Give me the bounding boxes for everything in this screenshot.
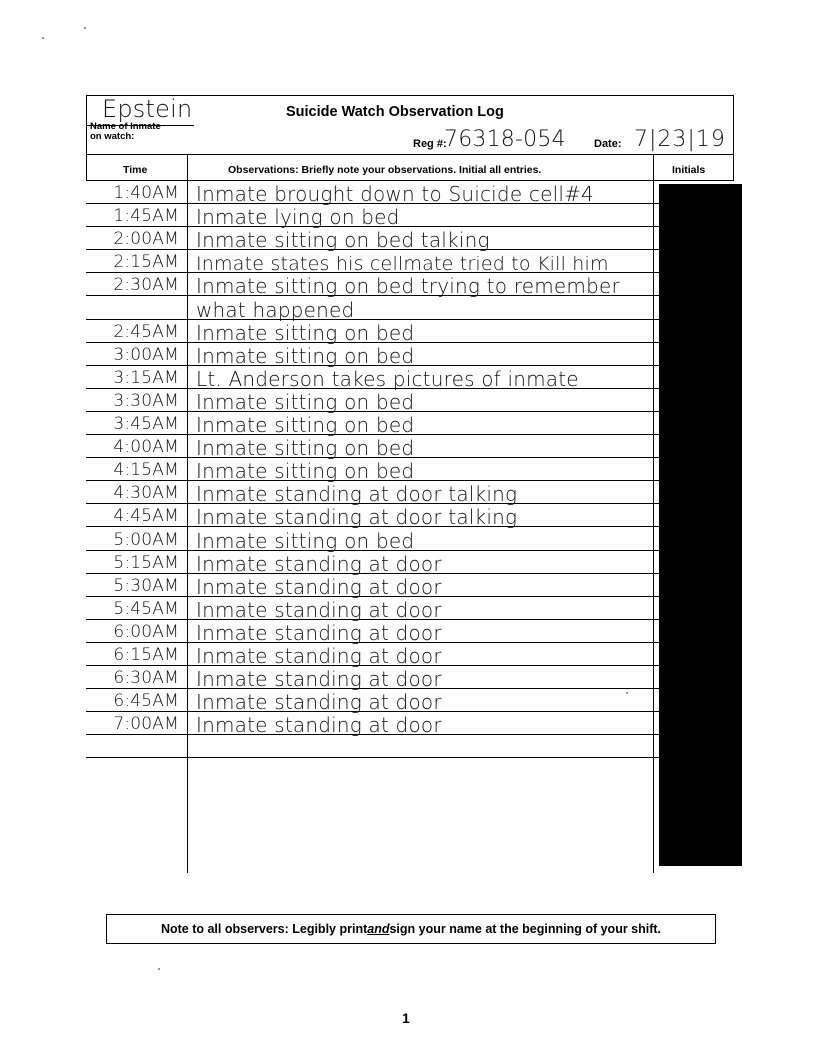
entry-observation: Inmate sitting on bed [196,528,415,553]
entry-time: 3:15AM [113,367,179,388]
log-row [86,250,734,276]
entry-observation: Inmate standing at door [196,713,442,738]
log-row [86,435,734,461]
entry-observation: Inmate standing at door [196,667,442,692]
scan-speck [84,27,86,29]
log-row [86,343,734,366]
log-row [86,204,734,230]
log-row [86,389,734,412]
row-rule [86,757,734,758]
date-label: Date: [594,138,622,150]
column-header-observations: Observations: Briefly note your observations. Initial all entries. [228,164,542,176]
entry-time: 5:15AM [113,552,179,573]
log-row [86,320,734,343]
entry-time: 2:30AM [113,275,179,296]
entry-observation: Inmate sitting on bed talking [196,228,490,253]
entry-time: 5:45AM [113,598,179,619]
entry-time: 4:00AM [113,437,179,458]
entry-observation: Inmate sitting on bed [196,389,415,414]
entry-observation: Inmate sitting on bed [196,343,415,368]
reg-number-value: 76318-054 [444,127,566,152]
scan-speck [158,968,160,970]
entry-time: 5:30AM [113,575,179,596]
entry-time: 5:00AM [113,529,179,550]
entry-observation: Inmate standing at door talking [196,482,518,507]
initials-redaction-block [659,184,742,866]
entry-time: 7:00AM [113,714,179,735]
entry-time: 2:00AM [113,229,179,250]
note-text-prefix: Note to all observers: Legibly print [160,922,368,936]
log-row [86,666,734,692]
scan-speck [42,37,44,39]
scan-speck [626,692,628,694]
entry-time: 1:45AM [113,206,179,227]
entry-observation: Inmate standing at door [196,644,442,669]
observer-note [106,914,716,944]
entry-observation: Inmate sitting on bed [196,459,415,484]
log-row [86,412,734,438]
entry-observation: Lt. Anderson takes pictures of inmate [196,366,579,391]
entry-observation: Inmate standing at door [196,597,442,622]
log-row [86,504,734,530]
note-emphasis: and [367,922,390,936]
entry-time: 2:15AM [113,252,179,273]
log-row [86,273,734,299]
log-row [86,574,734,597]
log-row [86,712,734,738]
log-row [86,735,734,758]
entry-observation: what happened [196,297,355,322]
entry-observation: Inmate standing at door [196,620,442,645]
date-value: 7|23|19 [634,127,726,152]
entry-time: 4:45AM [113,506,179,527]
log-row [86,366,734,389]
log-row [86,689,734,715]
entry-time: 6:30AM [113,668,179,689]
note-text-suffix: sign your name at the beginning of your shift. [389,922,662,936]
log-row [86,551,734,574]
log-row [86,181,734,207]
column-header-time: Time [123,164,148,176]
entry-observation: Inmate standing at door [196,690,442,715]
form-title: Suicide Watch Observation Log [286,104,504,120]
log-row [86,481,734,507]
log-row [86,643,734,669]
entry-observation: Inmate standing at door [196,574,442,599]
entry-time: 2:45AM [113,321,179,342]
observation-log-form [86,95,734,875]
entry-time: 6:00AM [113,621,179,642]
log-row [86,297,734,320]
entry-time: 4:30AM [113,483,179,504]
entry-observation: Inmate states his cellmate tried to Kill him [196,253,609,276]
log-row [86,620,734,643]
entry-observation: Inmate standing at door [196,551,442,576]
entry-time: 1:40AM [113,183,179,204]
inmate-name-label: Name of Inmate on watch: [90,121,161,142]
entry-time: 4:15AM [113,460,179,481]
entry-time: 6:15AM [113,645,179,666]
entry-time: 3:30AM [113,390,179,411]
entry-observation: Inmate sitting on bed [196,436,415,461]
entry-observation: Inmate brought down to Suicide cell#4 [196,182,594,207]
log-row [86,458,734,484]
entry-time: 3:45AM [113,414,179,435]
log-row [86,227,734,253]
entry-time: 3:00AM [113,344,179,365]
entry-time: 6:45AM [113,691,179,712]
entry-observation: Inmate lying on bed [196,205,400,230]
entry-observation: Inmate sitting on bed [196,320,415,345]
entry-observation: Inmate sitting on bed [196,413,415,438]
log-row [86,597,734,620]
reg-number-label: Reg #: [413,138,447,150]
entry-observation: Inmate standing at door talking [196,505,518,530]
entry-observation: Inmate sitting on bed trying to remember [196,274,620,299]
page-number: 1 [402,1010,410,1026]
inmate-name-value: Epstein [102,95,193,123]
column-header-initials: Initials [672,164,706,176]
log-row [86,528,734,551]
